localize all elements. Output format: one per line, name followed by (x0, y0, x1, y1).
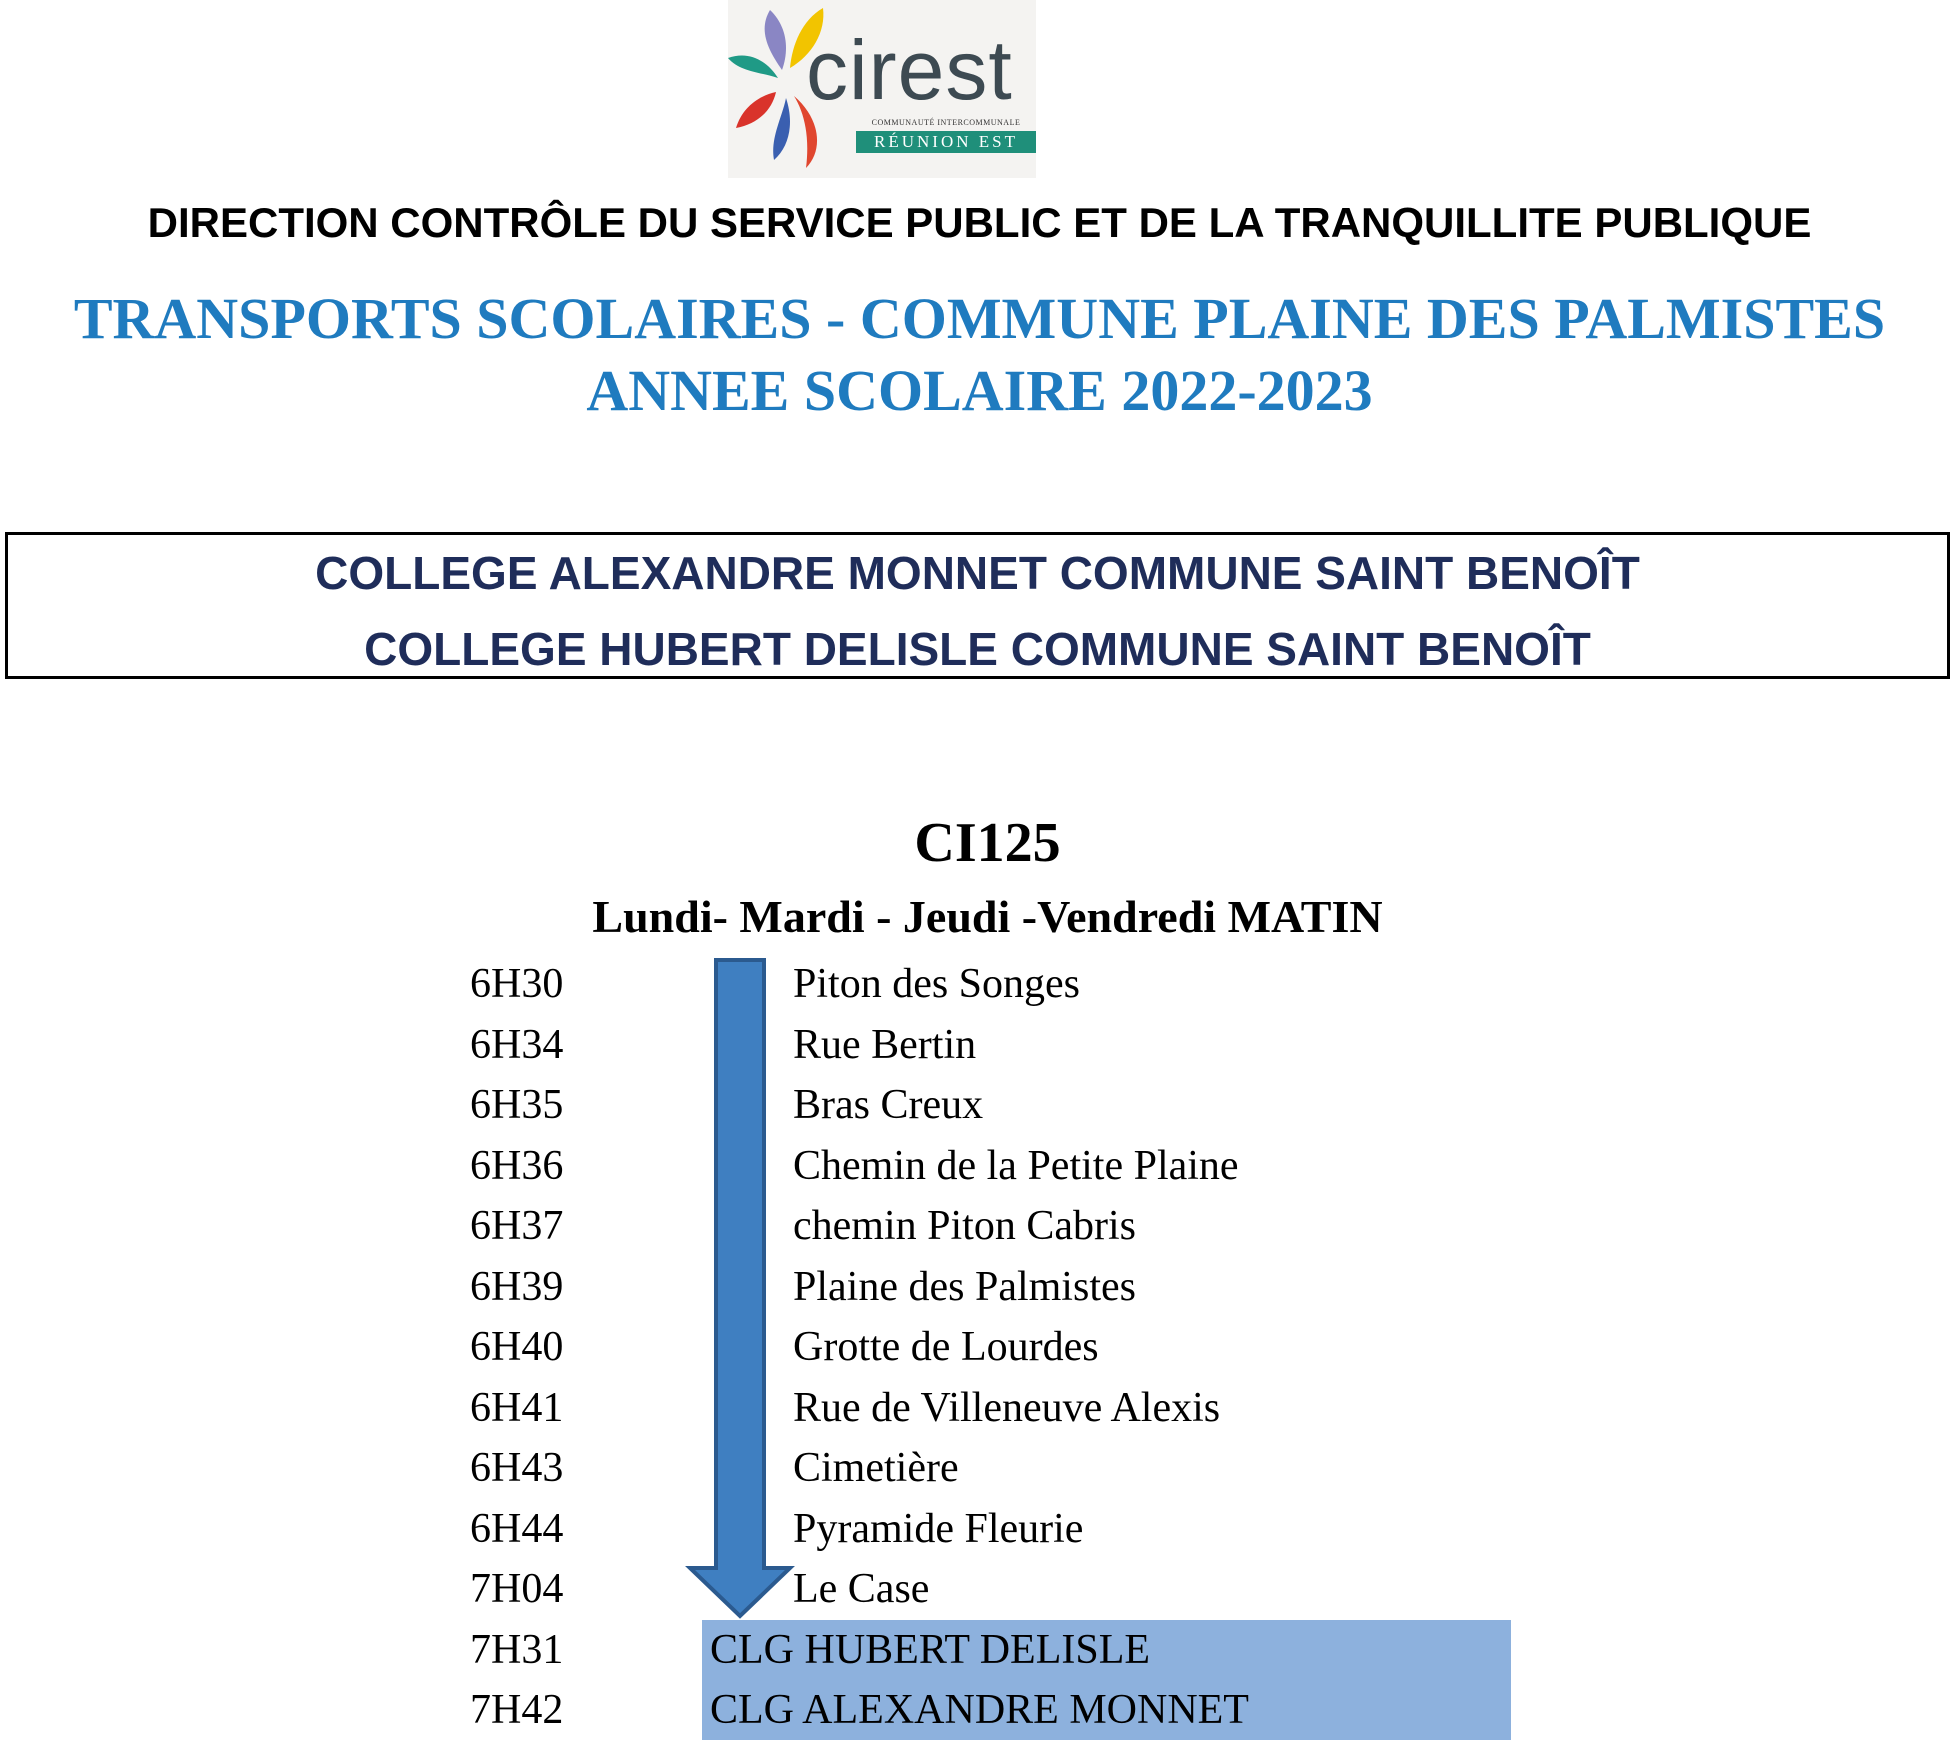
stop-name: Rue Bertin (793, 1022, 977, 1068)
stop-name: Chemin de la Petite Plaine (793, 1143, 1239, 1189)
destination-time: 7H42 (470, 1687, 564, 1733)
stop-name: chemin Piton Cabris (793, 1203, 1136, 1249)
petal-teal (728, 55, 778, 78)
stop-name: Grotte de Lourdes (793, 1324, 1099, 1370)
stop-name: Bras Creux (793, 1082, 984, 1128)
stop-time: 6H40 (470, 1324, 564, 1370)
college-line-2: COLLEGE HUBERT DELISLE COMMUNE SAINT BENOÎT (364, 623, 1591, 675)
stop-name: Cimetière (793, 1445, 959, 1491)
destination-time: 7H31 (470, 1627, 564, 1673)
stop-time: 6H39 (470, 1264, 564, 1310)
stop-time: 6H43 (470, 1445, 564, 1491)
stop-name: Pyramide Fleurie (793, 1506, 1084, 1552)
college-line-1: COLLEGE ALEXANDRE MONNET COMMUNE SAINT BENOÎT (315, 547, 1640, 599)
destination-name: CLG HUBERT DELISLE (710, 1627, 1151, 1673)
stop-time: 6H34 (470, 1022, 564, 1068)
cirest-logo (728, 0, 1036, 178)
stop-time: 6H35 (470, 1082, 564, 1128)
stop-name: Plaine des Palmistes (793, 1264, 1136, 1310)
page-title-line2: ANNEE SCOLAIRE 2022-2023 (586, 358, 1373, 423)
route-code: CI125 (914, 812, 1061, 874)
stop-time: 6H30 (470, 961, 564, 1007)
stop-name: Le Case (793, 1566, 930, 1612)
stop-time: 6H37 (470, 1203, 564, 1249)
stop-time: 6H41 (470, 1385, 564, 1431)
petal-blue (773, 98, 790, 160)
petal-purple (765, 10, 786, 70)
colleges-box (5, 532, 1950, 679)
down-arrow-icon-shape (690, 960, 790, 1616)
stop-time: 6H36 (470, 1143, 564, 1189)
stop-time: 7H04 (470, 1566, 564, 1612)
logo-band: RÉUNION EST (856, 131, 1036, 153)
petal-red (736, 92, 776, 128)
route-days: Lundi- Mardi - Jeudi -Vendredi MATIN (592, 891, 1383, 942)
page-title-line1: TRANSPORTS SCOLAIRES - COMMUNE PLAINE DES PALMISTES (73, 286, 1886, 351)
logo-subtitle: COMMUNAUTÉ INTERCOMMUNALE (871, 118, 1021, 127)
stop-time: 6H44 (470, 1506, 564, 1552)
stop-name: Piton des Songes (793, 961, 1081, 1007)
direction-heading: DIRECTION CONTRÔLE DU SERVICE PUBLIC ET DE LA TRANQUILLITE PUBLIQUE (147, 199, 1812, 246)
logo-wordmark: cirest (806, 23, 1013, 117)
destination-name: CLG ALEXANDRE MONNET (710, 1687, 1249, 1733)
stop-name: Rue de Villeneuve Alexis (793, 1385, 1221, 1431)
